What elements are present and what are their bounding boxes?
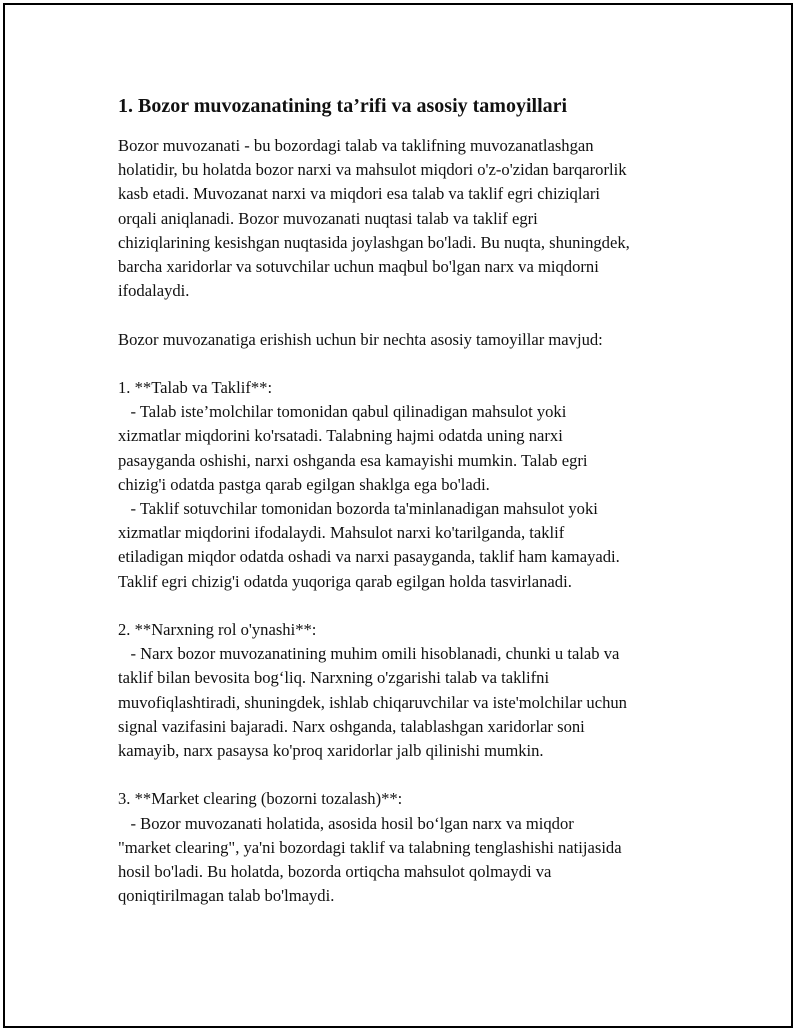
paragraph-gap — [118, 352, 708, 376]
text-line: kasb etadi. Muvozanat narxi va miqdori esa talab va taklif egri chiziqlari — [118, 184, 600, 204]
section-heading: 2. **Narxning rol o'ynashi**: — [118, 620, 317, 640]
text-line: Bozor muvozanatiga erishish uchun bir nechta asosiy tamoyillar mavjud: — [118, 329, 603, 349]
text-line: kamayib, narx pasaysa ko'proq xaridorlar jalb qilinishi mumkin. — [118, 741, 544, 761]
section-heading: 3. **Market clearing (bozorni tozalash)**: — [118, 789, 403, 809]
text-line: xizmatlar miqdorini ko'rsatadi. Talabning hajmi odatda uning narxi — [118, 426, 563, 446]
text-line: - Talab iste’molchilar tomonidan qabul qilinadigan mahsulot yoki — [118, 402, 567, 422]
text-line: "market clearing", ya'ni bozordagi taklif va talabning tenglashishi natijasida — [118, 837, 622, 857]
section-market-clearing — [118, 787, 708, 908]
text-line: orqali aniqlanadi. Bozor muvozanati nuqtasi talab va taklif egri — [118, 208, 538, 228]
text-line: pasayganda oshishi, narxi oshganda esa kamayishi mumkin. Talab egri — [118, 450, 588, 470]
paragraph-gap — [118, 594, 708, 618]
text-line: holatidir, bu holatda bozor narxi va mahsulot miqdori o'z-o'zidan barqarorlik — [118, 160, 627, 180]
section-talab-va-taklif — [118, 376, 708, 618]
text-line: xizmatlar miqdorini ifodalaydi. Mahsulot narxi ko'tarilganda, taklif — [118, 523, 565, 543]
text-line: muvofiqlashtiradi, shuningdek, ishlab chiqaruvchilar va iste'molchilar uchun — [118, 692, 627, 712]
text-line: - Bozor muvozanati holatida, asosida hosil bo‘lgan narx va miqdor — [118, 813, 574, 833]
paragraph-gap — [118, 763, 708, 787]
text-line: ifodalaydi. — [118, 281, 190, 301]
text-line: chiziqlarining kesishgan nuqtasida joylashgan bo'ladi. Bu nuqta, shuningdek, — [118, 232, 630, 252]
document-title: 1. Bozor muvozanatining ta’rifi va asosiy tamoyillari — [118, 95, 568, 117]
text-line: - Taklif sotuvchilar tomonidan bozorda ta'minlanadigan mahsulot yoki — [118, 499, 598, 519]
text-line: chizig'i odatda pastga qarab egilgan shaklga ega bo'ladi. — [118, 474, 490, 494]
text-line: signal vazifasini bajaradi. Narx oshganda, talablashgan xaridorlar soni — [118, 716, 585, 736]
text-line: taklif bilan bevosita bog‘liq. Narxning o'zgarishi talab va taklifni — [118, 668, 550, 688]
text-line: Taklif egri chizig'i odatda yuqoriga qarab egilgan holda tasvirlanadi. — [118, 571, 572, 591]
document-body — [118, 92, 708, 908]
section-narxning-roli — [118, 618, 708, 787]
section-heading: 1. **Talab va Taklif**: — [118, 378, 273, 397]
intro-paragraph — [118, 134, 708, 328]
text-line: Bozor muvozanati - bu bozordagi talab va taklifning muvozanatlashgan — [118, 136, 594, 155]
text-line: - Narx bozor muvozanatining muhim omili hisoblanadi, chunki u talab va — [118, 644, 620, 664]
text-line: barcha xaridorlar va sotuvchilar uchun maqbul bo'lgan narx va miqdorni — [118, 257, 599, 277]
text-line: hosil bo'ladi. Bu holatda, bozorda ortiqcha mahsulot qolmaydi va — [118, 862, 552, 882]
text-line: etiladigan miqdor odatda oshadi va narxi pasayganda, taklif ham kamayadi. — [118, 547, 620, 567]
principles-intro — [118, 328, 708, 376]
text-line: qoniqtirilmagan talab bo'lmaydi. — [118, 886, 335, 906]
paragraph-gap — [118, 303, 708, 327]
